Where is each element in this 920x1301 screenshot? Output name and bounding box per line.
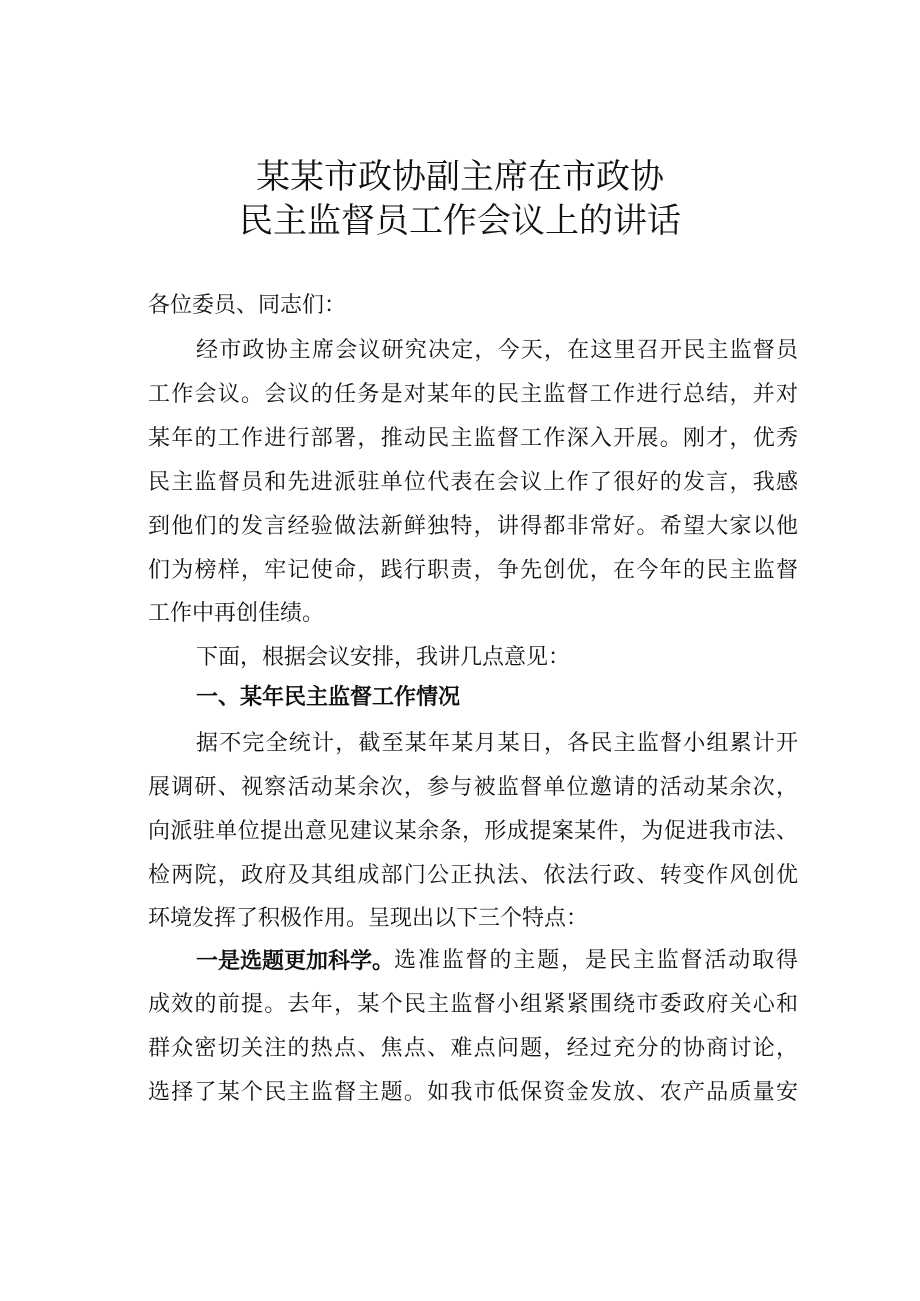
- paragraph-3-line-1: 据不完全统计，截至某年某月某日，各民主监督小组累计开: [196, 731, 798, 756]
- paragraph-2: 下面，根据会议安排，我讲几点意见：: [196, 645, 571, 670]
- paragraph-4-line-1: [196, 946, 798, 976]
- paragraph-3-line-5: 环境发挥了积极作用。呈现出以下三个特点：: [148, 906, 589, 931]
- paragraph-3-line-3: 向派驻单位提出意见建议某余条，形成提案某件，为促进我市法、: [148, 819, 798, 844]
- paragraph-1-line-7: 工作中再创佳绩。: [148, 601, 325, 626]
- paragraph-3-line-2: 展调研、视察活动某余次，参与被监督单位邀请的活动某余次，: [148, 775, 798, 800]
- document-title-line-2: 民主监督员工作会议上的讲话: [239, 201, 681, 241]
- paragraph-4-line-2: 成效的前提。去年，某个民主监督小组紧紧围绕市委政府关心和: [148, 992, 798, 1017]
- paragraph-1-line-4: 民主监督员和先进派驻单位代表在会议上作了很好的发言，我感: [148, 470, 798, 495]
- paragraph-4-line-1-rest: 选准监督的主题，是民主监督活动取得: [394, 948, 798, 973]
- section-heading-1: 一、某年民主监督工作情况: [196, 685, 461, 710]
- paragraph-1-line-5: 到他们的发言经验做法新鲜独特，讲得都非常好。希望大家以他: [148, 514, 798, 539]
- paragraph-1-line-1: 经市政协主席会议研究决定，今天，在这里召开民主监督员: [196, 338, 798, 363]
- salutation: 各位委员、同志们：: [148, 293, 347, 318]
- paragraph-3-line-4: 检两院，政府及其组成部门公正执法、依法行政、转变作风创优: [148, 863, 798, 888]
- paragraph-1-line-2: 工作会议。会议的任务是对某年的民主监督工作进行总结，并对: [148, 382, 798, 407]
- paragraph-1-line-6: 们为榜样，牢记使命，践行职责，争先创优，在今年的民主监督: [148, 558, 798, 583]
- paragraph-4-line-3: 群众密切关注的热点、焦点、难点问题，经过充分的协商讨论，: [148, 1036, 798, 1061]
- paragraph-4-line-4: 选择了某个民主监督主题。如我市低保资金发放、农产品质量安: [148, 1080, 798, 1105]
- paragraph-4-bold-lead: 一是选题更加科学。: [196, 948, 395, 974]
- paragraph-1-line-3: 某年的工作进行部署，推动民主监督工作深入开展。刚才，优秀: [148, 426, 798, 451]
- document-title-line-1: 某某市政协副主席在市政协: [256, 157, 664, 197]
